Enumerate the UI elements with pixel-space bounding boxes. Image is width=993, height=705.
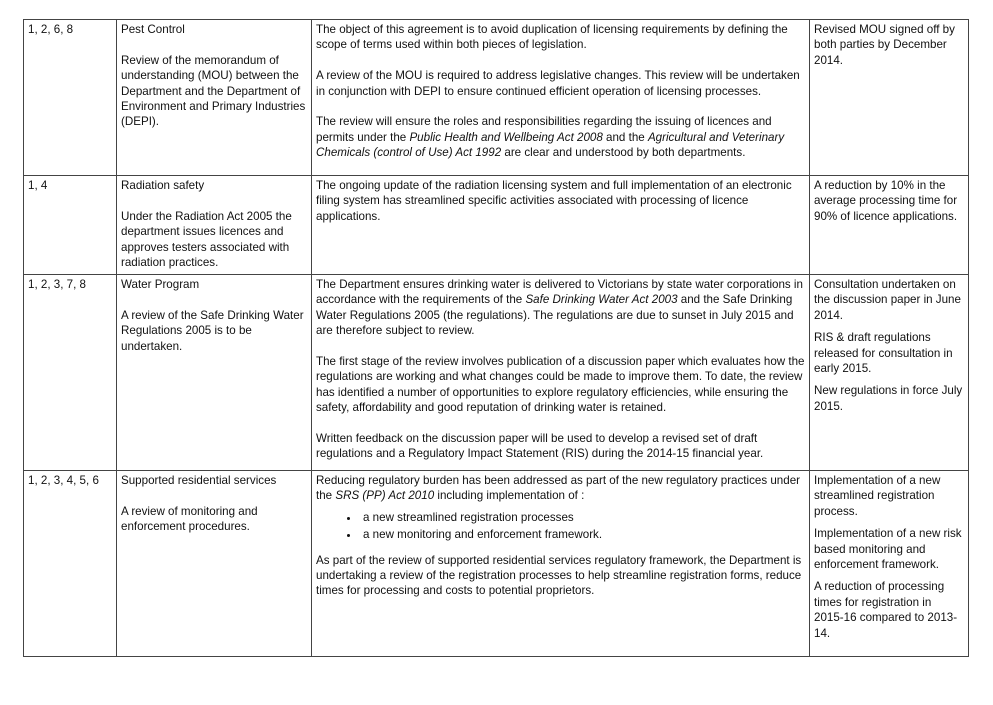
program-title: Supported residential services xyxy=(121,474,277,487)
program-description: A review of the Safe Drinking Water Regulations 2005 is to be undertaken. xyxy=(121,308,304,353)
program-cell xyxy=(117,275,312,471)
outcome-text: A reduction of processing times for registration in 2015-16 compared to 2013-14. xyxy=(814,580,958,640)
details-text: Reducing regulatory burden has been addressed as part of the new regulatory practices under the xyxy=(316,474,801,503)
act-name: Public Health and Wellbeing Act 2008 xyxy=(409,130,603,144)
outcome-text: New regulations in force July 2015. xyxy=(814,384,963,413)
details-paragraph xyxy=(316,114,805,160)
act-name: Safe Drinking Water Act 2003 xyxy=(525,293,678,307)
criteria-text: 1, 2, 6, 8 xyxy=(28,23,74,36)
outcome-text: Implementation of a new risk based monitoring and enforcement framework. xyxy=(814,527,962,572)
details-paragraph xyxy=(316,473,805,504)
criteria-cell xyxy=(24,176,117,275)
program-cell xyxy=(117,176,312,275)
details-cell xyxy=(312,176,810,275)
program-cell xyxy=(117,471,312,657)
details-paragraph: The ongoing update of the radiation licensing system and full implementation of an electronic filing system has streamlined specific activities associated with processing of licence applications. xyxy=(316,179,792,223)
outcome-cell xyxy=(810,471,969,657)
outcome-text: A reduction by 10% in the average processing time for 90% of licence applications. xyxy=(814,179,958,223)
criteria-cell xyxy=(24,471,117,657)
act-name: Agricultural and Veterinary Chemicals (control of Use) Act 1992 xyxy=(316,130,785,160)
outcome-text: Revised MOU signed off by both parties by December 2014. xyxy=(814,23,955,67)
program-title: Pest Control xyxy=(121,23,185,36)
details-text: and the Safe Drinking Water Regulations 2005 (the regulations). The regulations are due to sunset in July 2015 and are therefore subject to review. xyxy=(316,293,794,338)
outcome-cell xyxy=(810,275,969,471)
table-row xyxy=(24,275,969,471)
criteria-cell xyxy=(24,275,117,471)
program-description: Under the Radiation Act 2005 the department issues licences and approves testers associated with radiation practices. xyxy=(121,209,292,270)
details-paragraph: The first stage of the review involves publication of a discussion paper which evaluates how the regulations are working and what changes could be made to improve them. To date, the review has identified a number of opportunities to explore regulatory efficiencies, while ensuring the safety, affordability and good reputation of drinking water is retained. xyxy=(316,355,805,415)
table-row xyxy=(24,176,969,275)
act-name: SRS (PP) Act 2010 xyxy=(335,489,435,503)
outcome-cell xyxy=(810,20,969,176)
details-text: and the xyxy=(602,130,648,144)
program-description: Review of the memorandum of understanding (MOU) between the Department and the Department of Environment and Primary Industries (DEPI). xyxy=(121,53,306,129)
details-text: The review will ensure the roles and responsibilities regarding the issuing of licences and permits under the xyxy=(316,115,772,144)
document-page xyxy=(23,19,969,657)
program-cell xyxy=(117,20,312,176)
criteria-text: 1, 4 xyxy=(28,179,48,192)
details-cell xyxy=(312,275,810,471)
program-title: Radiation safety xyxy=(121,179,205,192)
criteria-text: 1, 2, 3, 7, 8 xyxy=(28,278,87,291)
details-text: are clear and understood by both departments. xyxy=(501,146,746,160)
outcome-text: RIS & draft regulations released for consultation in early 2015. xyxy=(814,331,953,376)
program-description: A review of monitoring and enforcement procedures. xyxy=(121,504,258,534)
details-paragraph: As part of the review of supported residential services regulatory framework, the Department is undertaking a review of the registration processes to help streamline registration forms, reduce times for processing and costs to potential proprietors. xyxy=(316,553,802,598)
details-cell xyxy=(312,471,810,657)
program-title: Water Program xyxy=(121,278,200,291)
table-row xyxy=(24,471,969,657)
details-text: The Department ensures drinking water is delivered to Victorians by state water corporations in accordance with the requirements of the xyxy=(316,278,803,307)
details-paragraph: Written feedback on the discussion paper will be used to develop a revised set of draft regulations and a Regulatory Impact Statement (RIS) during the 2014-15 financial year. xyxy=(316,432,764,461)
regulatory-reform-table xyxy=(23,19,969,657)
details-paragraph: A review of the MOU is required to address legislative changes. This review will be undertaken in conjunction with DEPI to ensure continued efficient operation of licensing processes. xyxy=(316,69,800,98)
list-item: • a new monitoring and enforcement framework. xyxy=(360,527,805,542)
outcome-text: Implementation of a new streamlined registration process. xyxy=(814,474,941,518)
criteria-cell xyxy=(24,20,117,176)
bullet-list xyxy=(316,510,805,543)
details-paragraph: The object of this agreement is to avoid duplication of licensing requirements by defining the scope of terms used within both pieces of legislation. xyxy=(316,23,788,52)
details-text: including implementation of : xyxy=(434,489,585,503)
outcome-cell xyxy=(810,176,969,275)
criteria-text: 1, 2, 3, 4, 5, 6 xyxy=(28,474,99,487)
details-paragraph xyxy=(316,277,805,339)
list-item: • a new streamlined registration processes xyxy=(360,510,805,525)
outcome-text: Consultation undertaken on the discussion paper in June 2014. xyxy=(814,278,961,322)
details-cell xyxy=(312,20,810,176)
table-row xyxy=(24,20,969,176)
